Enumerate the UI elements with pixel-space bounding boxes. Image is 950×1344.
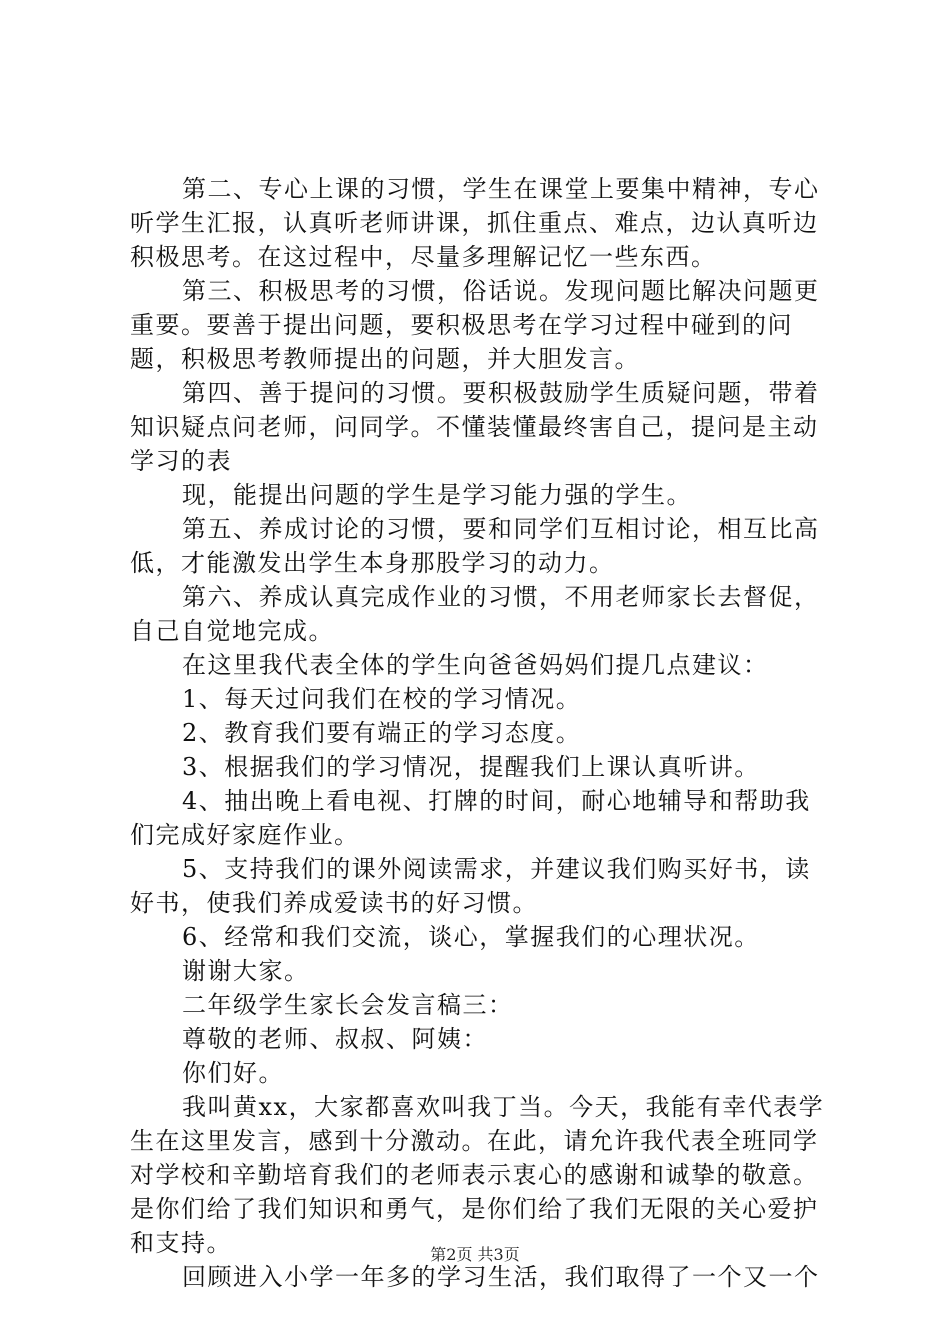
paragraph-intro: 我叫黄xx，大家都喜欢叫我丁当。今天，我能有幸代表学生在这里发言，感到十分激动。在此，请允许我代表全班同学对学校和辛勤培育我们的老师表示衷心的感谢和诚挚的敬意。是你们给了我们知识和勇气，是你们给了我们无限的关心爱护和支持。: [130, 1093, 825, 1257]
page-footer: 第2页 共3页: [430, 1245, 520, 1264]
paragraph-review: 回顾进入小学一年多的学习生活，我们取得了一个又一个: [182, 1263, 820, 1291]
paragraph-2: 第三、积极思考的习惯，俗话说。发现问题比解决问题更重要。要善于提出问题，要积极思考在学习过程中碰到的问题，积极思考教师提出的问题，并大胆发言。: [130, 277, 820, 373]
paragraph-3: 第四、善于提问的习惯。要积极鼓励学生质疑问题，带着知识疑点问老师，问同学。不懂装懂最终害自己，提问是主动学习的表: [130, 379, 820, 475]
greeting: 你们好。: [182, 1059, 284, 1087]
paragraph-1: 第二、专心上课的习惯，学生在课堂上要集中精神，专心听学生汇报，认真听老师讲课，抓住重点、难点，边认真听边积极思考。在这过程中，尽量多理解记忆一些东西。: [130, 175, 820, 271]
paragraph-thanks: 谢谢大家。: [182, 957, 310, 985]
paragraph-6: 第六、养成认真完成作业的习惯，不用老师家长去督促，自己自觉地完成。: [130, 583, 820, 645]
paragraph-5: 第五、养成讨论的习惯，要和同学们互相讨论，相互比高低，才能激发出学生本身那股学习的动力。: [130, 515, 820, 577]
document-body: [130, 172, 830, 1294]
suggestion-2: 2、教育我们要有端正的学习态度。: [182, 719, 582, 747]
suggestion-6: 6、经常和我们交流，谈心，掌握我们的心理状况。: [182, 923, 760, 951]
section-heading: 二年级学生家长会发言稿三：: [182, 991, 514, 1019]
paragraph-7: 在这里我代表全体的学生向爸爸妈妈们提几点建议：: [182, 651, 769, 679]
paragraph-4: 现，能提出问题的学生是学习能力强的学生。: [182, 481, 692, 509]
salutation: 尊敬的老师、叔叔、阿姨：: [182, 1025, 488, 1053]
suggestion-1: 1、每天过问我们在校的学习情况。: [182, 685, 582, 713]
suggestion-5: 5、支持我们的课外阅读需求，并建议我们购买好书，读好书，使我们养成爱读书的好习惯。: [130, 855, 811, 917]
suggestion-4: 4、抽出晚上看电视、打牌的时间，耐心地辅导和帮助我们完成好家庭作业。: [130, 787, 811, 849]
suggestion-3: 3、根据我们的学习情况，提醒我们上课认真听讲。: [182, 753, 760, 781]
